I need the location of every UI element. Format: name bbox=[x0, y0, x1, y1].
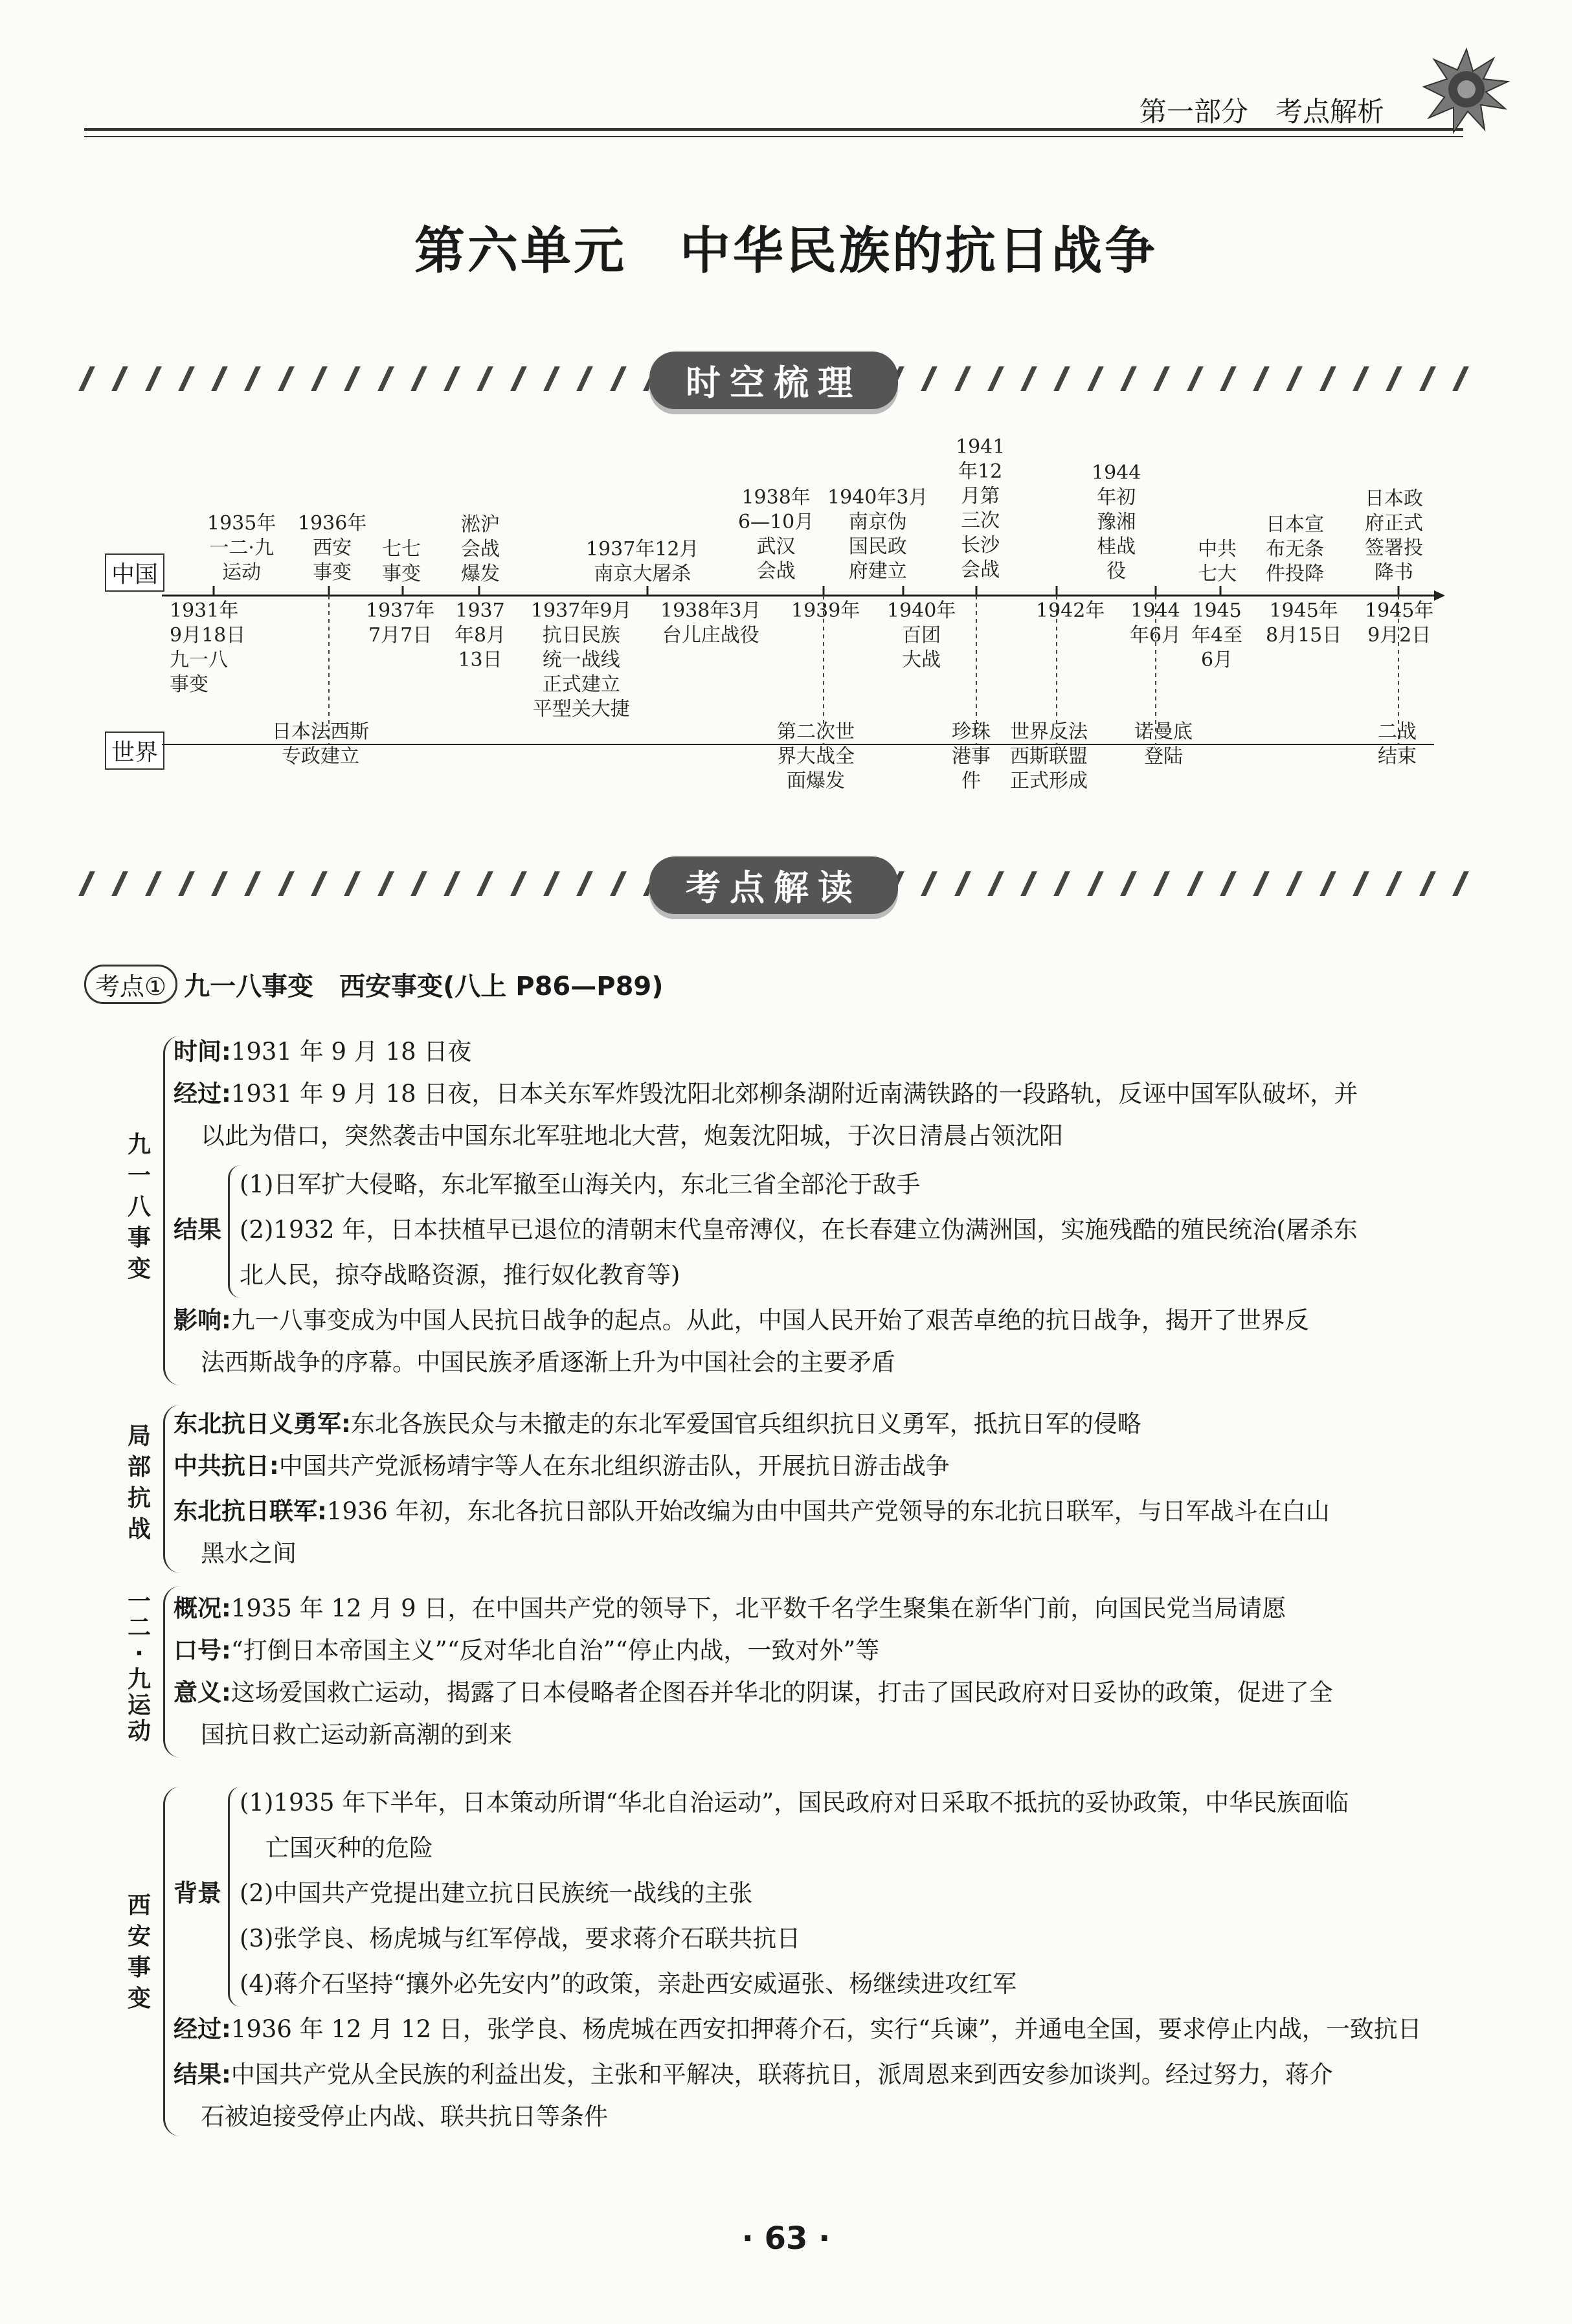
content-line bbox=[201, 1719, 512, 1751]
tl-above-3: 淞沪 会战 爆发 bbox=[461, 513, 500, 585]
content-line bbox=[174, 1495, 1330, 1528]
content-line bbox=[240, 1168, 920, 1201]
content-text: 石被迫接受停止内战、联共抗日等条件 bbox=[201, 2103, 608, 2130]
tl-world-2: 珍珠 港事 件 bbox=[952, 721, 991, 792]
decor-ticks-right-2 bbox=[893, 864, 1463, 903]
keypoint-title: 九一八事变 西安事变(八上 P86—P89) bbox=[184, 972, 664, 1001]
tl-above-4: 1937年12月 南京大屠杀 bbox=[586, 538, 699, 585]
content-text: 国抗日救亡运动新高潮的到来 bbox=[201, 1721, 512, 1749]
content-line bbox=[174, 1078, 1358, 1110]
content-label: 结果: bbox=[174, 2061, 231, 2088]
tl-below-9: 1945 年4至 6月 bbox=[1191, 599, 1243, 671]
content-label: 东北抗日义勇军: bbox=[174, 1410, 351, 1438]
content-line bbox=[174, 1592, 1286, 1625]
content-text: 1936 年初，东北各抗日部队开始改编为由中国共产党领导的东北抗日联军，与日军战斗在白山 bbox=[326, 1497, 1330, 1525]
content-line bbox=[240, 1968, 1016, 2000]
content-text: 1936 年 12 月 12 日，张学良、杨虎城在西安扣押蒋介石，实行“兵谏”，并通电全国，要求停止内战，一致抗日 bbox=[230, 2015, 1422, 2043]
world-label: 世界 bbox=[105, 732, 164, 770]
section-title-analysis: 考点解读 bbox=[649, 856, 898, 914]
section-bar-analysis bbox=[84, 864, 1463, 908]
content-text: 法西斯战争的序幕。中国民族矛盾逐渐上升为中国社会的主要矛盾 bbox=[201, 1348, 895, 1376]
content-line bbox=[201, 1537, 297, 1570]
content-label: 意义: bbox=[174, 1679, 231, 1706]
content-line bbox=[174, 2013, 1422, 2046]
keypoint-badge: 考点① bbox=[84, 965, 177, 1004]
content-text: 九一八事变成为中国人民抗日战争的起点。从此，中国人民开始了艰苦卓绝的抗日战争，揭开了世界反 bbox=[230, 1306, 1309, 1334]
content-text: 中国共产党派杨靖宇等人在东北组织游击队，开展抗日游击战争 bbox=[278, 1452, 950, 1480]
content-label: 影响: bbox=[174, 1306, 231, 1334]
china-label: 中国 bbox=[105, 553, 164, 592]
content-line bbox=[174, 1304, 1309, 1337]
content-text: 1935 年 12 月 9 日，在中国共产党的领导下，北平数千名学生聚集在新华门前，向国民党当局请愿 bbox=[230, 1594, 1286, 1622]
content-line bbox=[240, 1877, 752, 1910]
content-text: (2)中国共产党提出建立抗日民族统一战线的主张 bbox=[240, 1879, 753, 1907]
tl-below-1: 1937年 7月7日 bbox=[366, 599, 435, 647]
tl-world-4: 诺曼底 登陆 bbox=[1134, 721, 1193, 768]
tl-below-7: 1942年 bbox=[1036, 599, 1105, 622]
side-label-129: 一 二 · 九 运 动 bbox=[127, 1589, 151, 1745]
content-label: 经过: bbox=[174, 1080, 231, 1108]
tl-above-7: 1941 年12 月第 三次 长沙 会战 bbox=[956, 436, 1005, 581]
content-line bbox=[174, 1408, 1141, 1440]
tl-above-11: 日本政 府正式 签署投 降书 bbox=[1365, 487, 1423, 584]
page-number: · 63 · bbox=[741, 2220, 831, 2257]
tl-above-1: 1936年 西安 事变 bbox=[298, 512, 367, 584]
content-text: (1)1935 年下半年，日本策动所谓“华北自治运动”，国民政府对日采取不抵抗的妥协政策，中华民族面临 bbox=[240, 1789, 1349, 1816]
content-line bbox=[240, 1214, 1358, 1246]
content-label: 中共抗日: bbox=[174, 1452, 279, 1480]
side-label-918: 九 一 八 事 变 bbox=[127, 1132, 151, 1282]
tl-above-8: 1944 年初 豫湘 桂战 役 bbox=[1092, 462, 1141, 583]
content-text: (3)张学良、杨虎城与红军停战，要求蒋介石联共抗日 bbox=[240, 1925, 801, 1952]
content-text: 中国共产党从全民族的利益出发，主张和平解决，联蒋抗日，派周恩来到西安参加谈判。经过努力，蒋介 bbox=[230, 2061, 1333, 2088]
tl-below-2: 1937 年8月 13日 bbox=[455, 599, 506, 671]
content-text: “打倒日本帝国主义”“反对华北自治”“停止内战，一致对外”等 bbox=[230, 1637, 880, 1664]
content-label: 背景 bbox=[174, 1879, 221, 1907]
content-line bbox=[265, 1832, 433, 1864]
content-line bbox=[201, 2101, 608, 2133]
decor-ticks-left-2 bbox=[84, 864, 654, 903]
content-text: 亡国灭种的危险 bbox=[265, 1834, 433, 1862]
content-text: 1931 年 9 月 18 日夜，日本关东军炸毁沈阳北郊柳条湖附近南满铁路的一段路轨，反诬中国军队破坏，并 bbox=[230, 1080, 1358, 1108]
content-line bbox=[240, 1259, 680, 1291]
content-text: 这场爱国救亡运动，揭露了日本侵略者企图吞并华北的阴谋，打击了国民政府对日妥协的政策，促进了全 bbox=[230, 1679, 1333, 1706]
content-line bbox=[174, 1677, 1333, 1709]
tl-above-5: 1938年 6—10月 武汉 会战 bbox=[738, 486, 814, 583]
content-text: 北人民，掠夺战略资源，推行奴化教育等) bbox=[240, 1261, 680, 1289]
content-text: (1)日军扩大侵略，东北军撤至山海关内，东北三省全部沦于敌手 bbox=[240, 1170, 921, 1198]
content-label: 东北抗日联军: bbox=[174, 1497, 327, 1525]
content-label: 经过: bbox=[174, 2015, 231, 2043]
content-text: (2)1932 年，日本扶植早已退位的清朝末代皇帝溥仪，在长春建立伪满洲国，实施残酷的殖民统治(屠杀东 bbox=[240, 1216, 1358, 1244]
content-line bbox=[201, 1120, 1063, 1152]
tl-above-10: 日本宣 布无条 件投降 bbox=[1266, 513, 1324, 585]
content-text: 以此为借口，突然袭击中国东北军驻地北大营，炮轰沈阳城，于次日清晨占领沈阳 bbox=[201, 1122, 1063, 1150]
content-text: 1931 年 9 月 18 日夜 bbox=[230, 1038, 472, 1066]
running-header: 第一部分 考点解析 bbox=[1139, 96, 1384, 128]
content-line bbox=[174, 1450, 950, 1482]
tl-below-8: 1944 年6月 bbox=[1130, 599, 1182, 647]
content-label: 时间: bbox=[174, 1038, 231, 1066]
side-label-xian: 西 安 事 变 bbox=[127, 1892, 151, 2012]
tl-world-0: 日本法西斯 专政建立 bbox=[272, 721, 369, 768]
tl-below-4: 1938年3月 台儿庄战役 bbox=[660, 599, 761, 647]
keypoint-heading bbox=[84, 965, 664, 1004]
tl-below-11: 1945年 9月2日 bbox=[1365, 599, 1434, 647]
tl-below-5: 1939年 bbox=[791, 599, 860, 622]
tl-below-6: 1940年 百团 大战 bbox=[887, 599, 956, 671]
content-label: 概况: bbox=[174, 1594, 231, 1622]
content-label: 口号: bbox=[174, 1637, 231, 1664]
content-label: 结果 bbox=[174, 1216, 221, 1244]
content-line bbox=[174, 1635, 879, 1667]
section-title-timeline: 时空梳理 bbox=[649, 352, 898, 409]
content-text: 东北各族民众与未撤走的东北军爱国官兵组织抗日义勇军，抵抗日军的侵略 bbox=[350, 1410, 1141, 1438]
tl-world-1: 第二次世 界大战全 面爆发 bbox=[777, 721, 855, 792]
tl-world-3: 世界反法 西斯联盟 正式形成 bbox=[1010, 721, 1088, 792]
timeline-axis bbox=[0, 0, 1572, 842]
content-line bbox=[174, 1036, 471, 1068]
content-line bbox=[201, 1346, 895, 1379]
side-label-local: 局 部 抗 战 bbox=[127, 1423, 151, 1543]
tl-above-0: 1935年 一二·九 运动 bbox=[207, 512, 276, 584]
content-line bbox=[174, 2059, 1333, 2091]
tl-below-0: 1931年 9月18日 九一八 事变 bbox=[170, 599, 246, 696]
tl-below-10: 1945年 8月15日 bbox=[1266, 599, 1342, 647]
content-line bbox=[240, 1787, 1349, 1819]
content-text: 黑水之间 bbox=[201, 1539, 297, 1567]
content-text: (4)蒋介石坚持“攘外必先安内”的政策，亲赴西安威逼张、杨继续进攻红军 bbox=[240, 1970, 1017, 1998]
tl-above-2: 七七 事变 bbox=[382, 538, 421, 585]
content-line bbox=[240, 1923, 800, 1955]
unit-title: 第六单元 中华民族的抗日战争 bbox=[414, 222, 1158, 280]
tl-above-9: 中共 七大 bbox=[1198, 538, 1237, 585]
tl-world-5: 二战 结束 bbox=[1378, 721, 1417, 768]
tl-below-3: 1937年9月 抗日民族 统一战线 正式建立 平型关大捷 bbox=[531, 599, 632, 721]
tl-above-6: 1940年3月 南京伪 国民政 府建立 bbox=[827, 486, 928, 583]
